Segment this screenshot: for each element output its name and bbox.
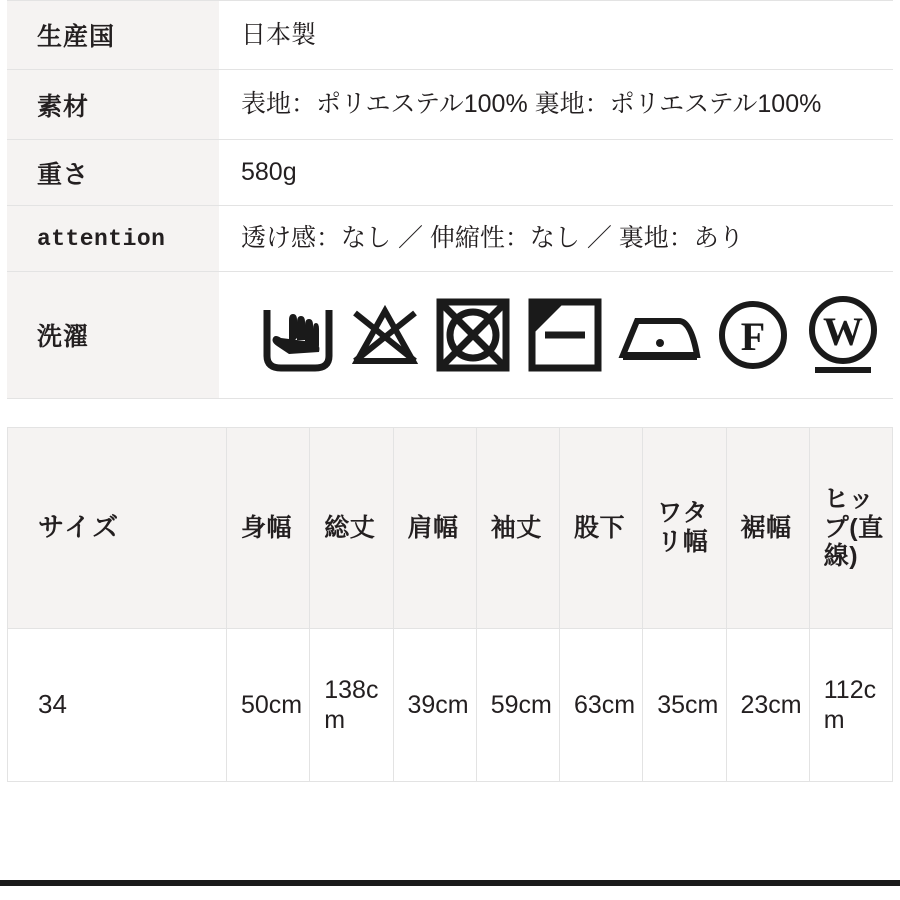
size-header-hem-width: 裾幅 [726,428,809,629]
size-cell-thigh-width: 35cm [643,629,726,782]
table-row [8,629,893,782]
size-header-size: サイズ [8,428,227,629]
size-table-wrapper [7,427,893,782]
table-row [7,206,893,272]
spec-table [7,0,893,399]
spec-label-weight: 重さ [7,140,219,206]
size-header-total-length: 総丈 [310,428,393,629]
size-cell-bust-width: 50cm [227,629,310,782]
spec-value-attention: 透け感：なし ／ 伸縮性：なし ／ 裏地：あり [219,206,893,272]
size-cell-hem-width: 23cm [726,629,809,782]
table-row [7,1,893,70]
size-cell-total-length: 138cm [310,629,393,782]
size-header-inseam: 股下 [560,428,643,629]
spec-value-wash [219,272,893,399]
size-cell-inseam: 63cm [560,629,643,782]
spec-value-weight: 580g [219,140,893,206]
size-table [7,427,893,782]
spec-label-material: 素材 [7,70,219,140]
no-tumble-dry-icon [433,295,513,375]
spec-label-country: 生産国 [7,1,219,70]
size-header-thigh-width: ワタリ幅 [643,428,726,629]
svg-text:F: F [740,314,766,359]
table-row [7,70,893,140]
table-row [7,272,893,399]
spec-label-wash: 洗濯 [7,272,219,399]
size-header-bust-width: 身幅 [227,428,310,629]
no-bleach-icon [349,299,421,371]
size-cell-shoulder-width: 39cm [393,629,476,782]
bottom-divider [0,880,900,886]
size-cell-size: 34 [8,629,227,782]
table-header-row [8,428,893,629]
size-header-sleeve-length: 袖丈 [476,428,559,629]
size-header-hip: ヒップ(直線) [809,428,892,629]
size-header-shoulder-width: 肩幅 [393,428,476,629]
wet-clean-w-icon [803,292,883,378]
spec-value-material: 表地：ポリエステル100% 裏地：ポリエステル100% [219,70,893,140]
size-cell-hip: 112cm [809,629,892,782]
spec-value-country: 日本製 [219,1,893,70]
flat-dry-in-shade-icon [525,295,605,375]
laundry-symbol-group [237,282,881,388]
hand-wash-icon [259,294,337,376]
dry-clean-f-icon [715,297,791,373]
spec-label-attention: attention [7,206,219,272]
size-cell-sleeve-length: 59cm [476,629,559,782]
iron-low-icon [617,303,703,367]
table-row [7,140,893,206]
svg-text:W: W [823,309,863,354]
